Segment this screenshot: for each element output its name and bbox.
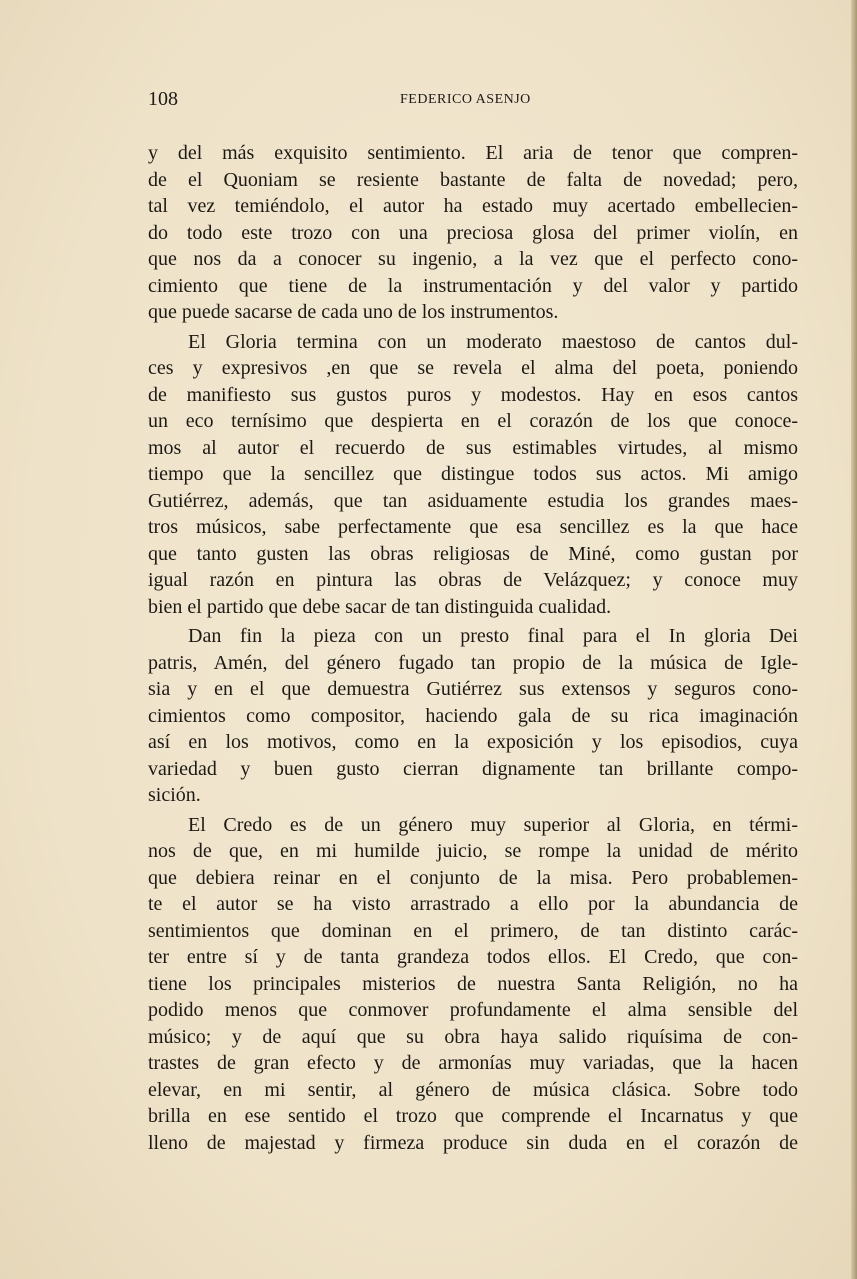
text-line: podido menos que conmover profundamente el alma sensible del	[148, 999, 798, 1021]
text-line: brilla en ese sentido el trozo que comprende el Incarnatus y que	[148, 1105, 798, 1127]
text-line: tros músicos, sabe perfectamente que esa sencillez es la que hace	[148, 516, 798, 538]
page-header	[148, 88, 798, 112]
text-line: así en los motivos, como en la exposición y los episodios, cuya	[148, 731, 798, 753]
text-line: un eco ternísimo que despierta en el corazón de los que conoce-	[148, 410, 798, 432]
text-line: que debiera reinar en el conjunto de la misa. Pero probablemen-	[148, 866, 798, 889]
text-line: variedad y buen gusto cierran dignamente tan brillante compo-	[148, 757, 798, 780]
paragraph	[148, 812, 798, 1157]
text-line: que tanto gusten las obras religiosas de Miné, como gustan por	[148, 542, 798, 565]
paragraph	[148, 140, 798, 326]
page-number: 108	[148, 88, 178, 110]
paragraph	[148, 623, 798, 809]
text-line: músico; y de aquí que su obra haya salido riquísima de con-	[148, 1025, 798, 1048]
text-line: te el autor se ha visto arrastrado a ello por la abundancia de	[148, 893, 798, 915]
text-line: sentimientos que dominan en el primero, de tan distinto carác-	[148, 919, 798, 942]
text-line: sia y en el que demuestra Gutiérrez sus extensos y seguros cono-	[148, 678, 798, 700]
text-line: Gutiérrez, además, que tan asiduamente estudia los grandes maes-	[148, 489, 798, 512]
text-line: El Gloria termina con un moderato maestoso de cantos dul-	[188, 330, 798, 353]
text-line: El Credo es de un género muy superior al Gloria, en térmi-	[188, 813, 798, 836]
text-line: elevar, en mi sentir, al género de música clásica. Sobre todo	[148, 1078, 798, 1101]
text-line: trastes de gran efecto y de armonías muy variadas, que la hacen	[148, 1052, 798, 1074]
text-line: de manifiesto sus gustos puros y modestos. Hay en esos cantos	[148, 383, 798, 406]
text-line: tiene los principales misterios de nuestra Santa Religión, no ha	[148, 972, 798, 995]
text-line: tal vez temiéndolo, el autor ha estado muy acertado embellecien-	[148, 195, 798, 217]
body-text	[148, 140, 798, 1156]
text-line: que nos da a conocer su ingenio, a la vez que el perfecto cono-	[148, 248, 798, 270]
text-line: mos al autor el recuerdo de sus estimables virtudes, al mismo	[148, 436, 798, 459]
text-line: sición.	[148, 784, 201, 806]
text-line: cimientos como compositor, haciendo gala de su rica imaginación	[148, 704, 798, 727]
text-line: y del más exquisito sentimiento. El aria de tenor que compren-	[148, 142, 798, 164]
text-line: de el Quoniam se resiente bastante de falta de novedad; pero,	[148, 168, 798, 191]
text-line: cimiento que tiene de la instrumentación y del valor y partido	[148, 274, 798, 297]
text-line: ces y expresivos ,en que se revela el alma del poeta, poniendo	[148, 357, 798, 379]
text-line: Dan fin la pieza con un presto final para el In gloria Dei	[188, 625, 798, 647]
text-line: do todo este trozo con una preciosa glosa del primer violín, en	[148, 221, 798, 244]
text-line: que puede sacarse de cada uno de los instrumentos.	[148, 301, 559, 323]
text-line: bien el partido que debe sacar de tan distinguida cualidad.	[148, 595, 612, 618]
text-line: nos de que, en mi humilde juicio, se rompe la unidad de mérito	[148, 840, 798, 862]
text-line: patris, Amén, del género fugado tan propio de la música de Igle-	[148, 651, 798, 674]
paragraph	[148, 329, 798, 621]
text-line: igual razón en pintura las obras de Velázquez; y conoce muy	[148, 569, 798, 591]
text-line: ter entre sí y de tanta grandeza todos ellos. El Credo, que con-	[148, 946, 798, 968]
text-line: tiempo que la sencillez que distingue todos sus actos. Mi amigo	[148, 463, 798, 485]
text-line: lleno de majestad y firmeza produce sin duda en el corazón de	[148, 1131, 798, 1154]
running-head: FEDERICO ASENJO	[400, 92, 531, 107]
page-edge-shadow	[851, 0, 857, 1279]
